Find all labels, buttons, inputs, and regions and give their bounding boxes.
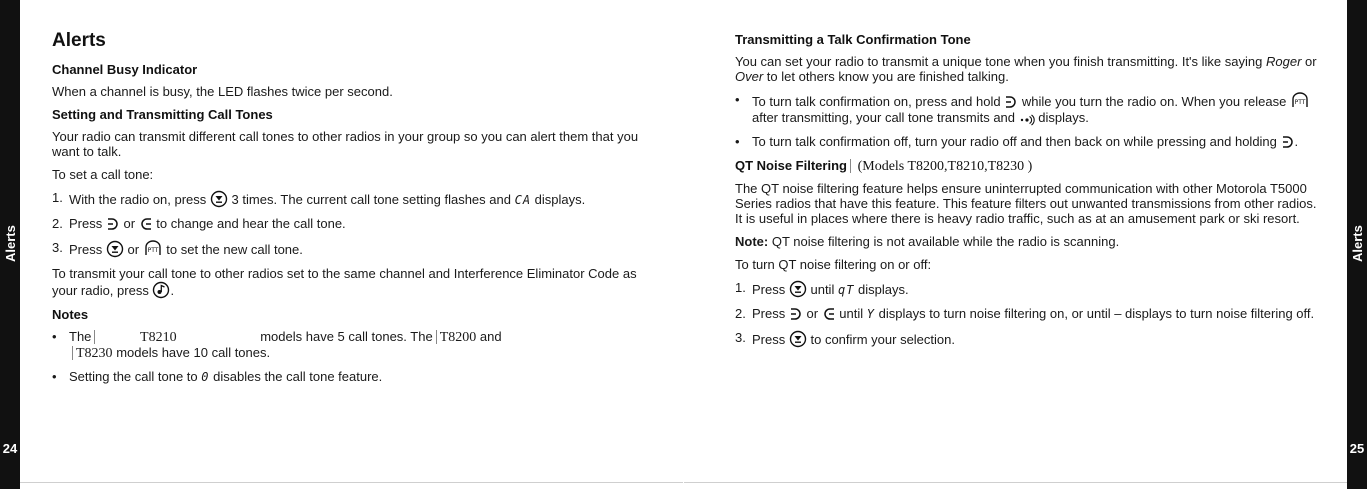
list-item: • Setting the call tone to 0 disables the call tone feature. <box>52 369 383 384</box>
qt-steps <box>735 280 1317 348</box>
list-item: 1. With the radio on, press 3 times. The current call tone setting flashes and CA displays. <box>52 190 586 207</box>
page-divider <box>684 482 1347 483</box>
list-item: • To turn talk confirmation on, press and hold while you turn the radio on. When you release PTT after transmitting, your call tone transmits and displays. <box>735 92 1317 126</box>
left-page <box>52 30 652 393</box>
volume-down-icon <box>822 306 836 322</box>
call-tone-steps <box>52 190 652 258</box>
menu-button-icon <box>106 240 124 258</box>
list-item: 1. Press until qT displays. <box>735 280 909 297</box>
menu-button-icon <box>789 330 807 348</box>
list-item: 2. Press or until Y displays to turn noise filtering on, or until – displays to turn noise filtering off. <box>735 306 1315 321</box>
channel-busy-text: When a channel is busy, the LED flashes twice per second. <box>52 84 393 99</box>
svg-text:PTT: PTT <box>1294 99 1306 106</box>
qt-note: Note: QT noise filtering is not available while the radio is scanning. <box>735 234 1120 249</box>
lcd-code: qT <box>837 283 855 297</box>
page-number-left: 24 <box>2 441 18 456</box>
side-tab-label: Alerts <box>3 225 18 262</box>
side-tab-label: Alerts <box>1350 225 1365 262</box>
section-heading-call-tones: Setting and Transmitting Call Tones <box>52 107 273 122</box>
model-number: T8210 <box>140 330 177 345</box>
call-tones-intro: Your radio can transmit different call tones to other radios in your group so you can alert them that you want to talk. <box>52 129 639 159</box>
volume-up-icon <box>1281 134 1295 150</box>
ptt-button-icon <box>143 240 163 258</box>
transmit-call-tone-text: To transmit your call tone to other radios set to the same channel and Interference Eliminator Code as your radio, press . <box>52 266 637 298</box>
qt-lead: To turn QT noise filtering on or off: <box>735 257 932 272</box>
section-heading-talk-confirmation: Transmitting a Talk Confirmation Tone <box>735 32 971 47</box>
list-item: • To turn talk confirmation off, turn your radio off and then back on while pressing and holding . <box>735 134 1299 149</box>
call-tone-button-icon <box>152 281 170 299</box>
ptt-button-icon <box>1290 92 1310 110</box>
notes-list <box>52 329 652 385</box>
volume-up-icon <box>106 216 120 232</box>
side-tab-left <box>0 0 20 489</box>
volume-up-icon <box>1004 94 1018 110</box>
lcd-code: CA <box>514 193 532 207</box>
svg-text:PTT: PTT <box>147 247 159 254</box>
qt-models-label: (Models T8200,T8210,T8230 ) <box>857 159 1033 174</box>
talk-confirmation-list <box>735 92 1317 150</box>
section-heading-qt-noise: QT Noise Filtering (Models T8200,T8210,T8230 ) <box>735 158 1033 174</box>
side-tab-right <box>1347 0 1367 489</box>
right-page <box>735 30 1317 356</box>
transmit-indicator-icon <box>1019 114 1035 126</box>
list-item: 3. Press or PTT to set the new call tone. <box>52 240 303 257</box>
qt-noise-body: The QT noise filtering feature helps ensure uninterrupted communication with other Motorola T5000 Series radios that have this feature. This feature filters out unwanted transmissions from other radios. It is useful in places where there is heavy radio traffic, such as at an amusement park or ski resort. <box>735 181 1317 226</box>
lcd-code: Y <box>866 307 876 321</box>
menu-button-icon <box>789 280 807 298</box>
lcd-code: 0 <box>201 370 210 384</box>
model-number: T8200 <box>439 330 477 345</box>
list-item: 2. Press or to change and hear the call tone. <box>52 216 346 231</box>
list-item: • The T8210 models have 5 call tones. The T8200 and T8230 models have 10 call tones. <box>52 329 502 361</box>
volume-down-icon <box>139 216 153 232</box>
section-heading-notes: Notes <box>52 307 89 322</box>
menu-button-icon <box>210 190 228 208</box>
list-item: 3. Press to confirm your selection. <box>735 330 955 347</box>
section-heading-channel-busy: Channel Busy Indicator <box>52 62 198 77</box>
talk-confirmation-intro: You can set your radio to transmit a unique tone when you finish transmitting. It's like saying Roger or Over to let others know you are finished talking. <box>735 54 1317 84</box>
page-title: Alerts <box>52 30 106 51</box>
page-number-right: 25 <box>1349 441 1365 456</box>
call-tone-lead: To set a call tone: <box>52 167 154 182</box>
volume-up-icon <box>789 306 803 322</box>
page-divider <box>20 482 683 483</box>
model-number: T8230 <box>76 346 113 361</box>
